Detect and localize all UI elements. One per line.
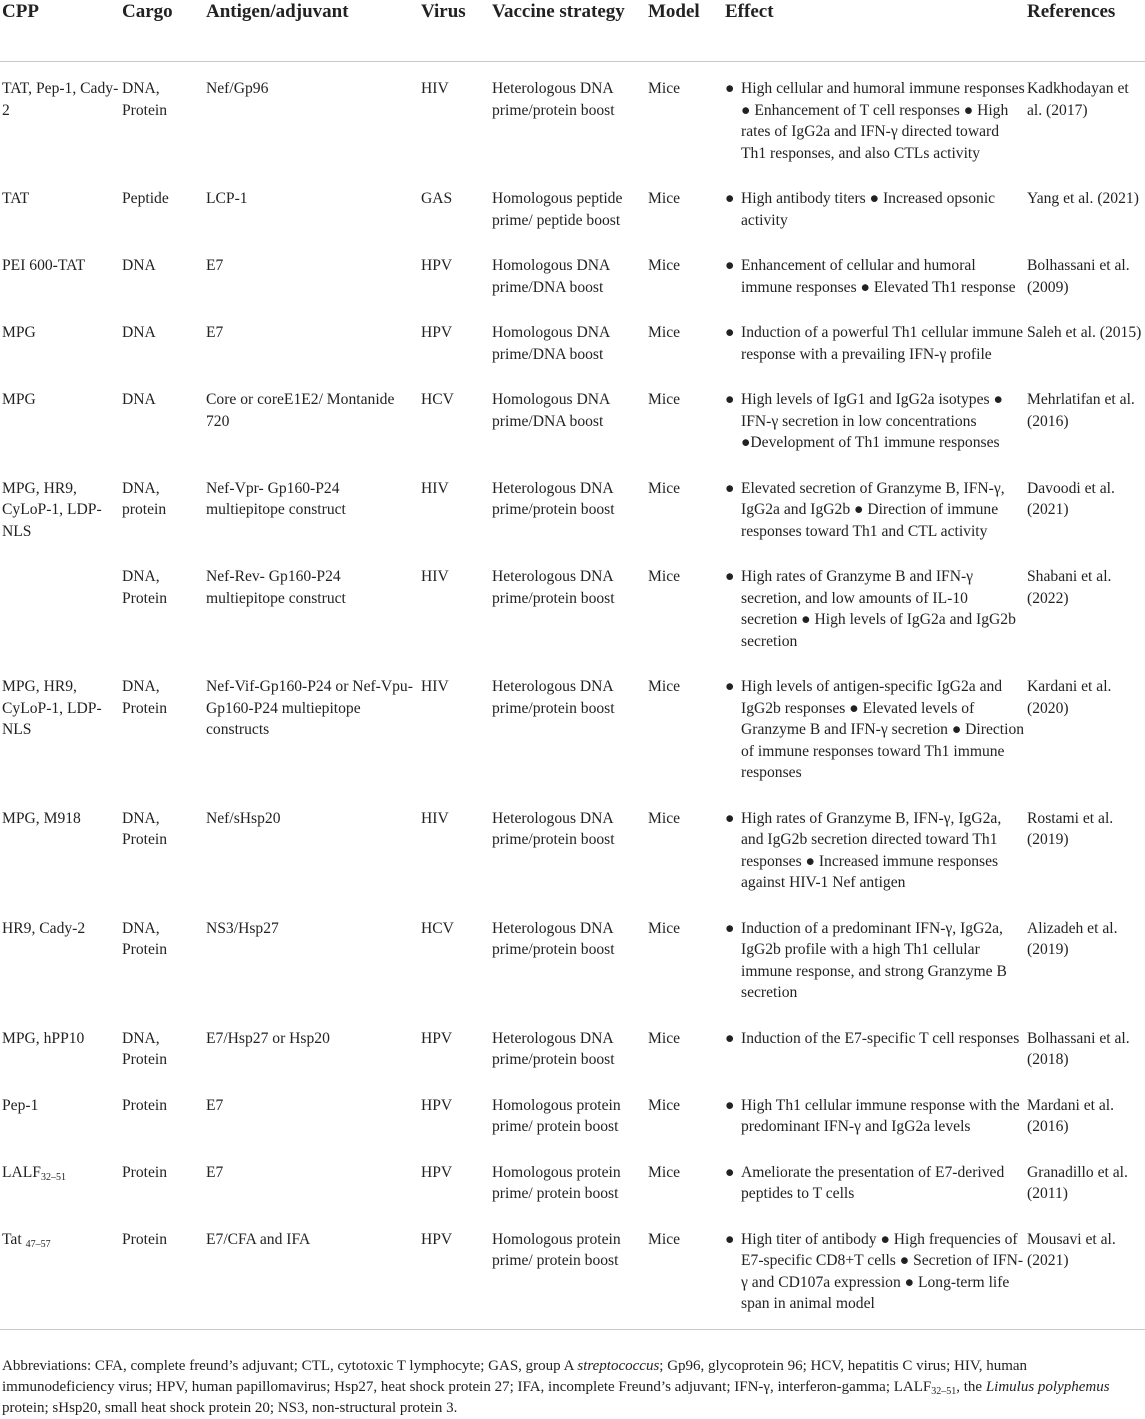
cell-reference: Kadkhodayan et al. (2017) bbox=[1027, 80, 1129, 119]
table-row bbox=[0, 62, 1145, 173]
table-row bbox=[0, 373, 1145, 462]
header-references: References bbox=[1027, 1, 1116, 22]
cell-cargo: DNA, Protein bbox=[122, 80, 168, 119]
cell-antigen: E7 bbox=[206, 257, 224, 274]
cell-cpp bbox=[0, 462, 122, 551]
effect-text: ● High cellular and humoral immune responses ● Enhancement of T cell responses ● High rates of IgG2a and IFN-γ directed toward Th1 responses, and also CTLs activity bbox=[725, 80, 1025, 162]
effect-text: ● High levels of antigen-specific IgG2a and IgG2b responses ● Elevated levels of Granzyme B and IFN-γ secretion ● Direction of immune responses toward Th1 immune responses bbox=[725, 678, 1025, 781]
cell-cpp bbox=[0, 1012, 122, 1079]
cell-effect bbox=[725, 462, 1027, 551]
cpp-name: PEI 600-TAT bbox=[2, 257, 86, 274]
effect-text: ● Induction of a predominant IFN-γ, IgG2a, IgG2b profile with a high Th1 cellular immune response, and strong Granzyme B secretion bbox=[725, 919, 1007, 1001]
cell-cargo: DNA, Protein bbox=[122, 809, 168, 848]
cell-effect bbox=[725, 172, 1027, 239]
header-cargo: Cargo bbox=[122, 1, 173, 22]
cell-effect bbox=[725, 239, 1027, 306]
cell-virus: HPV bbox=[421, 1096, 453, 1114]
cell-model: Mice bbox=[648, 257, 681, 274]
header-cpp: CPP bbox=[2, 1, 39, 22]
cell-cpp bbox=[0, 172, 122, 239]
cell-strategy: Heterologous DNA prime/protein boost bbox=[492, 919, 615, 958]
cell-virus: HIV bbox=[421, 479, 449, 497]
cpp-subscript: 47–57 bbox=[25, 1238, 51, 1250]
footnote-text: ; Gp96, glycoprotein 96; HCV, hepatitis C virus; HIV, human immunodeficiency virus; HPV, human papillomavirus; Hsp27, heat shock protein 27; IFA, incomplete Freund’s adjuvant; IFN-γ, interferon-gamma; LALF bbox=[2, 1358, 1028, 1395]
cell-cpp bbox=[0, 550, 122, 660]
cell-model: Mice bbox=[648, 678, 681, 695]
cell-reference: Shabani et al. (2022) bbox=[1027, 568, 1112, 607]
cpp-name: LALF bbox=[2, 1163, 41, 1181]
effect-text: ● Ameliorate the presentation of E7-derived peptides to T cells bbox=[725, 1163, 1005, 1202]
header-antigen: Antigen/adjuvant bbox=[206, 1, 349, 22]
cell-model: Mice bbox=[648, 324, 681, 341]
cell-antigen: E7 bbox=[206, 1096, 224, 1114]
cell-effect bbox=[725, 1213, 1027, 1330]
footnote-subscript: 32–51 bbox=[931, 1386, 957, 1397]
cell-antigen: Nef-Vif-Gp160-P24 or Nef-Vpu-Gp160-P24 multiepitope constructs bbox=[206, 678, 413, 738]
bullet-icon: ● bbox=[725, 324, 735, 341]
cell-effect bbox=[725, 550, 1027, 660]
cell-cargo: DNA, Protein bbox=[122, 678, 168, 717]
cell-strategy: Homologous peptide prime/ peptide boost bbox=[492, 190, 623, 229]
header-virus: Virus bbox=[421, 1, 466, 22]
cell-virus: GAS bbox=[421, 190, 453, 207]
cpp-name: TAT bbox=[2, 190, 30, 207]
footnote-text: Abbreviations: CFA, complete freund’s adjuvant; CTL, cytotoxic T lymphocyte; GAS, group A bbox=[2, 1358, 578, 1374]
cell-cargo: Peptide bbox=[122, 190, 169, 207]
cell-antigen: Nef/sHsp20 bbox=[206, 809, 281, 827]
cell-antigen: Core or coreE1E2/ Montanide 720 bbox=[206, 391, 395, 430]
cell-cpp bbox=[0, 306, 122, 373]
bullet-icon: ● bbox=[725, 919, 735, 937]
table-row bbox=[0, 1213, 1145, 1330]
cell-reference: Mehrlatifan et al. (2016) bbox=[1027, 391, 1135, 430]
cpp-name: MPG, M918 bbox=[2, 809, 81, 827]
table-row bbox=[0, 660, 1145, 792]
cell-strategy: Heterologous DNA prime/protein boost bbox=[492, 80, 615, 119]
cpp-name: MPG bbox=[2, 324, 36, 341]
table-row bbox=[0, 1079, 1145, 1146]
cpp-name: MPG, HR9, CyLoP-1, LDP-NLS bbox=[2, 479, 102, 540]
cell-strategy: Homologous protein prime/ protein boost bbox=[492, 1096, 621, 1135]
cpp-name: TAT, Pep-1, Cady-2 bbox=[2, 80, 119, 119]
bullet-icon: ● bbox=[725, 568, 735, 585]
bullet-icon: ● bbox=[725, 1096, 735, 1114]
cell-antigen: Nef-Rev- Gp160-P24 multiepitope construct bbox=[206, 568, 346, 607]
bullet-icon: ● bbox=[725, 678, 735, 695]
table-header-row bbox=[0, 0, 1145, 62]
cell-virus: HPV bbox=[421, 1029, 453, 1047]
header-strategy: Vaccine strategy bbox=[492, 1, 625, 22]
effect-text: ● High titer of antibody ● High frequencies of E7-specific CD8+T cells ● Secretion of IFN-γ and CD107a expression ● Long-term life span in animal model bbox=[725, 1230, 1024, 1312]
bullet-icon: ● bbox=[725, 391, 735, 408]
cell-virus: HIV bbox=[421, 809, 449, 827]
cell-cargo: DNA bbox=[122, 391, 156, 408]
table-row bbox=[0, 902, 1145, 1012]
cell-strategy: Homologous protein prime/ protein boost bbox=[492, 1163, 621, 1202]
cell-antigen: E7 bbox=[206, 324, 224, 341]
cell-virus: HIV bbox=[421, 678, 449, 695]
cell-effect bbox=[725, 1012, 1027, 1079]
cell-cargo: Protein bbox=[122, 1163, 168, 1181]
cell-antigen: Nef/Gp96 bbox=[206, 80, 269, 97]
table-row bbox=[0, 462, 1145, 551]
cell-reference: Granadillo et al. (2011) bbox=[1027, 1163, 1128, 1202]
effect-text: ● Enhancement of cellular and humoral immune responses ● Elevated Th1 response bbox=[725, 257, 1016, 296]
footnote-text: , the bbox=[956, 1379, 986, 1395]
cell-model: Mice bbox=[648, 1230, 681, 1248]
cell-effect bbox=[725, 902, 1027, 1012]
bullet-icon: ● bbox=[725, 1163, 735, 1181]
cpp-name: HR9, Cady-2 bbox=[2, 919, 86, 937]
cell-virus: HPV bbox=[421, 324, 453, 341]
cell-effect bbox=[725, 62, 1027, 173]
cell-strategy: Heterologous DNA prime/protein boost bbox=[492, 1029, 615, 1068]
table-row bbox=[0, 792, 1145, 902]
cell-antigen: NS3/Hsp27 bbox=[206, 919, 279, 937]
bullet-icon: ● bbox=[725, 257, 735, 274]
header-effect: Effect bbox=[725, 1, 774, 22]
cell-cpp bbox=[0, 1146, 122, 1213]
cell-cargo: DNA bbox=[122, 324, 156, 341]
table-row bbox=[0, 239, 1145, 306]
cell-strategy: Heterologous DNA prime/protein boost bbox=[492, 479, 615, 518]
table-row bbox=[0, 1146, 1145, 1213]
cell-virus: HCV bbox=[421, 391, 454, 408]
cell-cpp bbox=[0, 660, 122, 792]
cell-reference: Rostami et al. (2019) bbox=[1027, 809, 1114, 848]
cell-strategy: Heterologous DNA prime/protein boost bbox=[492, 678, 615, 717]
effect-text: ● High antibody titers ● Increased opsonic activity bbox=[725, 190, 996, 229]
footnote-italic: streptococcus bbox=[577, 1358, 660, 1374]
cell-virus: HPV bbox=[421, 1230, 453, 1248]
effect-text: ● High rates of Granzyme B and IFN-γ secretion, and low amounts of IL-10 secretion ● High levels of IgG2a and IgG2b secretion bbox=[725, 568, 1016, 650]
cell-virus: HPV bbox=[421, 1163, 453, 1181]
bullet-icon: ● bbox=[725, 80, 735, 97]
cell-cargo: DNA, Protein bbox=[122, 919, 168, 958]
effect-text: ● High rates of Granzyme B, IFN-γ, IgG2a, and IgG2b secretion directed toward Th1 responses ● Increased immune responses against HIV-1 Nef antigen bbox=[725, 809, 1002, 891]
table-row bbox=[0, 172, 1145, 239]
table-row bbox=[0, 1012, 1145, 1079]
cell-reference: Bolhassani et al. (2018) bbox=[1027, 1029, 1130, 1068]
cell-antigen: E7/Hsp27 or Hsp20 bbox=[206, 1029, 330, 1047]
cell-effect bbox=[725, 1079, 1027, 1146]
cell-reference: Davoodi et al. (2021) bbox=[1027, 479, 1115, 518]
cell-virus: HPV bbox=[421, 257, 453, 274]
cell-cargo: DNA, Protein bbox=[122, 568, 168, 607]
cell-antigen: E7/CFA and IFA bbox=[206, 1230, 311, 1248]
cell-cpp bbox=[0, 1213, 122, 1330]
cell-reference: Saleh et al. (2015) bbox=[1027, 324, 1142, 341]
cell-strategy: Homologous protein prime/ protein boost bbox=[492, 1230, 621, 1269]
bullet-icon: ● bbox=[725, 1230, 735, 1248]
bullet-icon: ● bbox=[725, 1029, 735, 1047]
cell-reference: Kardani et al. (2020) bbox=[1027, 678, 1112, 717]
cell-virus: HCV bbox=[421, 919, 454, 937]
cell-antigen: E7 bbox=[206, 1163, 224, 1181]
cell-model: Mice bbox=[648, 1163, 681, 1181]
cell-cargo: DNA, Protein bbox=[122, 1029, 168, 1068]
cell-cargo: DNA bbox=[122, 257, 156, 274]
cpp-name: MPG, HR9, CyLoP-1, LDP-NLS bbox=[2, 678, 102, 738]
cell-antigen: Nef-Vpr- Gp160-P24 multiepitope construct bbox=[206, 479, 346, 518]
effect-text: ● High levels of IgG1 and IgG2a isotypes ● IFN-γ secretion in low concentrations ●Development of Th1 immune responses bbox=[725, 391, 1003, 451]
cell-virus: HIV bbox=[421, 80, 449, 97]
cpp-name: Tat bbox=[2, 1230, 26, 1248]
effect-text: ● Elevated secretion of Granzyme B, IFN-γ, IgG2a and IgG2b ● Direction of immune responses toward Th1 and CTL activity bbox=[725, 479, 1005, 540]
cell-effect bbox=[725, 373, 1027, 462]
cpp-name: Pep-1 bbox=[2, 1096, 39, 1114]
cell-strategy: Heterologous DNA prime/protein boost bbox=[492, 809, 615, 848]
cell-cpp bbox=[0, 792, 122, 902]
effect-text: ● Induction of the E7-specific T cell responses bbox=[725, 1028, 1027, 1050]
table-footnote bbox=[2, 1356, 1140, 1419]
footnote-italic: Limulus polyphemus bbox=[985, 1379, 1110, 1395]
effect-text: ● High Th1 cellular immune response with the predominant IFN-γ and IgG2a levels bbox=[725, 1096, 1020, 1135]
cell-model: Mice bbox=[648, 190, 681, 207]
cell-model: Mice bbox=[648, 391, 681, 408]
cell-effect bbox=[725, 1146, 1027, 1213]
cpp-name: MPG, hPP10 bbox=[2, 1029, 85, 1047]
table-body bbox=[0, 62, 1145, 1330]
cell-virus: HIV bbox=[421, 568, 449, 585]
cpp-name: MPG bbox=[2, 391, 36, 408]
cell-cpp bbox=[0, 62, 122, 173]
bullet-icon: ● bbox=[725, 809, 735, 827]
cell-strategy: Homologous DNA prime/DNA boost bbox=[492, 391, 610, 430]
cell-model: Mice bbox=[648, 479, 681, 497]
bullet-icon: ● bbox=[725, 190, 735, 207]
footnote-text: protein; sHsp20, small heat shock protein 20; NS3, non-structural protein 3. bbox=[2, 1400, 458, 1416]
cell-cpp bbox=[0, 239, 122, 306]
effect-text: ● Induction of a powerful Th1 cellular immune response with a prevailing IFN-γ profile bbox=[725, 324, 1024, 363]
cell-model: Mice bbox=[648, 809, 681, 827]
cell-strategy: Heterologous DNA prime/protein boost bbox=[492, 568, 615, 607]
cell-antigen: LCP-1 bbox=[206, 190, 248, 207]
cell-cargo: Protein bbox=[122, 1230, 168, 1248]
cell-model: Mice bbox=[648, 1029, 681, 1047]
table-row bbox=[0, 306, 1145, 373]
cell-effect bbox=[725, 792, 1027, 902]
cell-reference: Alizadeh et al. (2019) bbox=[1027, 919, 1118, 958]
cell-cargo: DNA, protein bbox=[122, 479, 167, 518]
cell-cpp bbox=[0, 1079, 122, 1146]
cell-strategy: Homologous DNA prime/DNA boost bbox=[492, 324, 610, 363]
cell-reference: Mardani et al. (2016) bbox=[1027, 1096, 1115, 1135]
cell-reference: Mousavi et al. (2021) bbox=[1027, 1230, 1116, 1269]
cell-effect bbox=[725, 306, 1027, 373]
bullet-icon: ● bbox=[725, 479, 735, 497]
table-row bbox=[0, 550, 1145, 660]
cell-cpp bbox=[0, 902, 122, 1012]
cell-model: Mice bbox=[648, 919, 681, 937]
cell-effect bbox=[725, 660, 1027, 792]
cell-model: Mice bbox=[648, 80, 681, 97]
cell-strategy: Homologous DNA prime/DNA boost bbox=[492, 257, 610, 296]
cpp-subscript: 32–51 bbox=[40, 1171, 66, 1183]
header-model: Model bbox=[648, 1, 700, 22]
cell-model: Mice bbox=[648, 568, 681, 585]
cell-cpp bbox=[0, 373, 122, 462]
cell-cargo: Protein bbox=[122, 1096, 168, 1114]
cell-reference: Bolhassani et al. (2009) bbox=[1027, 257, 1130, 296]
cell-reference: Yang et al. (2021) bbox=[1027, 190, 1139, 207]
cell-model: Mice bbox=[648, 1096, 681, 1114]
